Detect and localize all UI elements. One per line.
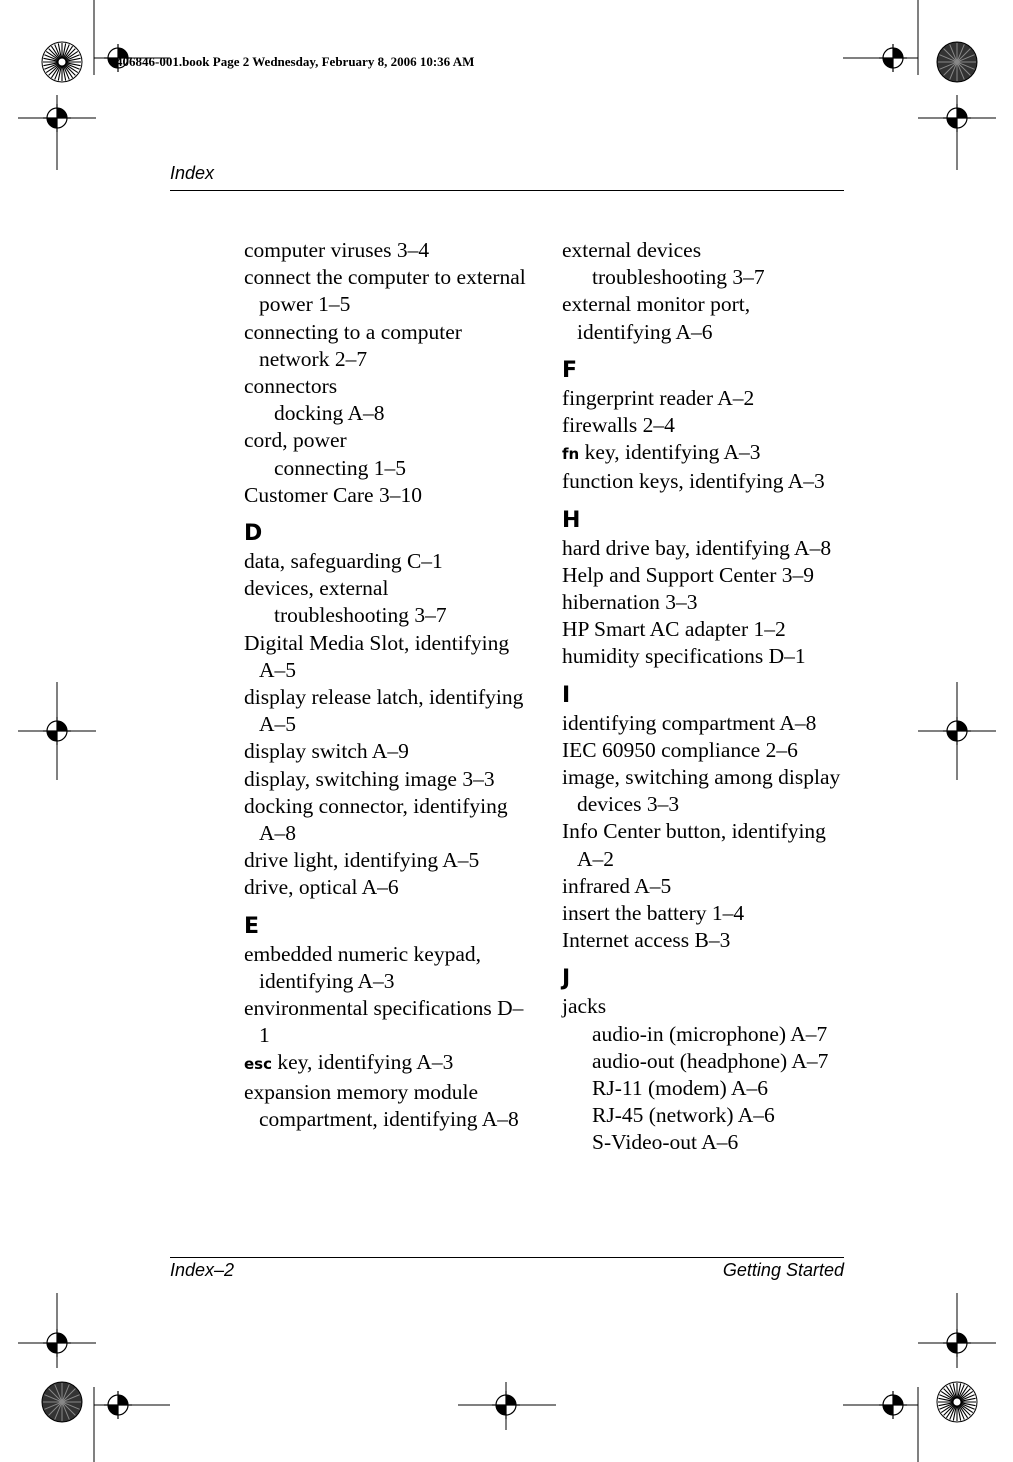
section-letter-j: J xyxy=(562,966,571,992)
index-entry: expansion memory module compartment, identifying A–8 xyxy=(244,1079,519,1131)
index-subentry: S-Video-out A–6 xyxy=(592,1130,739,1155)
index-entry: connectors xyxy=(244,374,338,399)
index-entry: data, safeguarding C–1 xyxy=(244,549,443,574)
print-slug: 406846-001.book Page 2 Wednesday, February 8, 2006 10:36 AM xyxy=(116,54,475,69)
index-entry: connect the computer to external power 1–5 xyxy=(244,265,526,317)
running-head: Index xyxy=(170,163,215,183)
esc-key-label: esc xyxy=(244,1055,272,1074)
index-column-right xyxy=(562,237,844,1157)
index-entry: hard drive bay, identifying A–8 xyxy=(562,535,832,560)
index-entry: drive, optical A–6 xyxy=(244,875,399,900)
index-subentry: connecting 1–5 xyxy=(274,455,406,480)
index-entry: Customer Care 3–10 xyxy=(244,482,422,507)
index-subentry: troubleshooting 3–7 xyxy=(274,603,447,628)
section-letter-i: I xyxy=(562,682,571,708)
index-entry: computer viruses 3–4 xyxy=(244,238,430,262)
index-entry: Info Center button, identifying A–2 xyxy=(562,819,826,871)
section-letter-d: D xyxy=(244,521,263,547)
index-entry: cord, power xyxy=(244,428,347,453)
index-entry: HP Smart AC adapter 1–2 xyxy=(562,617,786,642)
index-entry: drive light, identifying A–5 xyxy=(244,848,480,873)
footer-page-number: Index–2 xyxy=(170,1260,235,1280)
section-letter-h: H xyxy=(562,507,581,533)
fn-key-label: fn xyxy=(562,445,580,464)
index-entry-text: key, identifying A–3 xyxy=(272,1050,454,1075)
index-entry: external monitor port, identifying A–6 xyxy=(562,292,751,344)
index-subentry: troubleshooting 3–7 xyxy=(592,265,765,290)
index-subentry: RJ-11 (modem) A–6 xyxy=(592,1076,768,1101)
index-entry: Internet access B–3 xyxy=(562,928,731,953)
index-entry: external devices xyxy=(562,238,702,262)
index-entry: insert the battery 1–4 xyxy=(562,901,745,926)
index-subentry: RJ-45 (network) A–6 xyxy=(592,1103,775,1128)
section-letter-f: F xyxy=(562,357,578,383)
footer-book-title: Getting Started xyxy=(722,1260,844,1280)
header-rule xyxy=(170,190,844,191)
section-letter-e: E xyxy=(244,913,260,939)
index-entry: IEC 60950 compliance 2–6 xyxy=(562,737,798,762)
index-subentry: audio-in (microphone) A–7 xyxy=(592,1021,828,1046)
index-entry xyxy=(562,439,844,468)
index-entry: connecting to a computer network 2–7 xyxy=(244,319,462,371)
index-entry: humidity specifications D–1 xyxy=(562,644,806,669)
index-column-left xyxy=(244,237,526,1133)
index-entry: identifying compartment A–8 xyxy=(562,710,817,735)
index-entry: Help and Support Center 3–9 xyxy=(562,562,814,587)
index-entry: devices, external xyxy=(244,576,389,601)
index-entry: display switch A–9 xyxy=(244,739,409,764)
index-subentry: audio-out (headphone) A–7 xyxy=(592,1048,829,1073)
index-entry: image, switching among display devices 3–3 xyxy=(562,765,841,817)
index-entry: firewalls 2–4 xyxy=(562,413,675,438)
footer-rule xyxy=(170,1257,844,1258)
index-entry: fingerprint reader A–2 xyxy=(562,385,755,410)
index-entry: docking connector, identifying A–8 xyxy=(244,793,508,846)
index-subentry: docking A–8 xyxy=(274,401,385,426)
index-entry: hibernation 3–3 xyxy=(562,590,698,615)
index-entry: infrared A–5 xyxy=(562,873,672,898)
index-entry xyxy=(244,1049,526,1078)
index-entry: Digital Media Slot, identifying A–5 xyxy=(244,630,510,682)
index-entry: display, switching image 3–3 xyxy=(244,766,495,791)
index-entry: embedded numeric keypad, identifying A–3 xyxy=(244,941,482,993)
index-entry: environmental specifications D–1 xyxy=(244,996,524,1048)
index-entry: display release latch, identifying A–5 xyxy=(244,685,524,737)
index-entry-text: key, identifying A–3 xyxy=(579,440,761,465)
index-entry: function keys, identifying A–3 xyxy=(562,469,825,494)
index-entry: jacks xyxy=(562,994,607,1019)
